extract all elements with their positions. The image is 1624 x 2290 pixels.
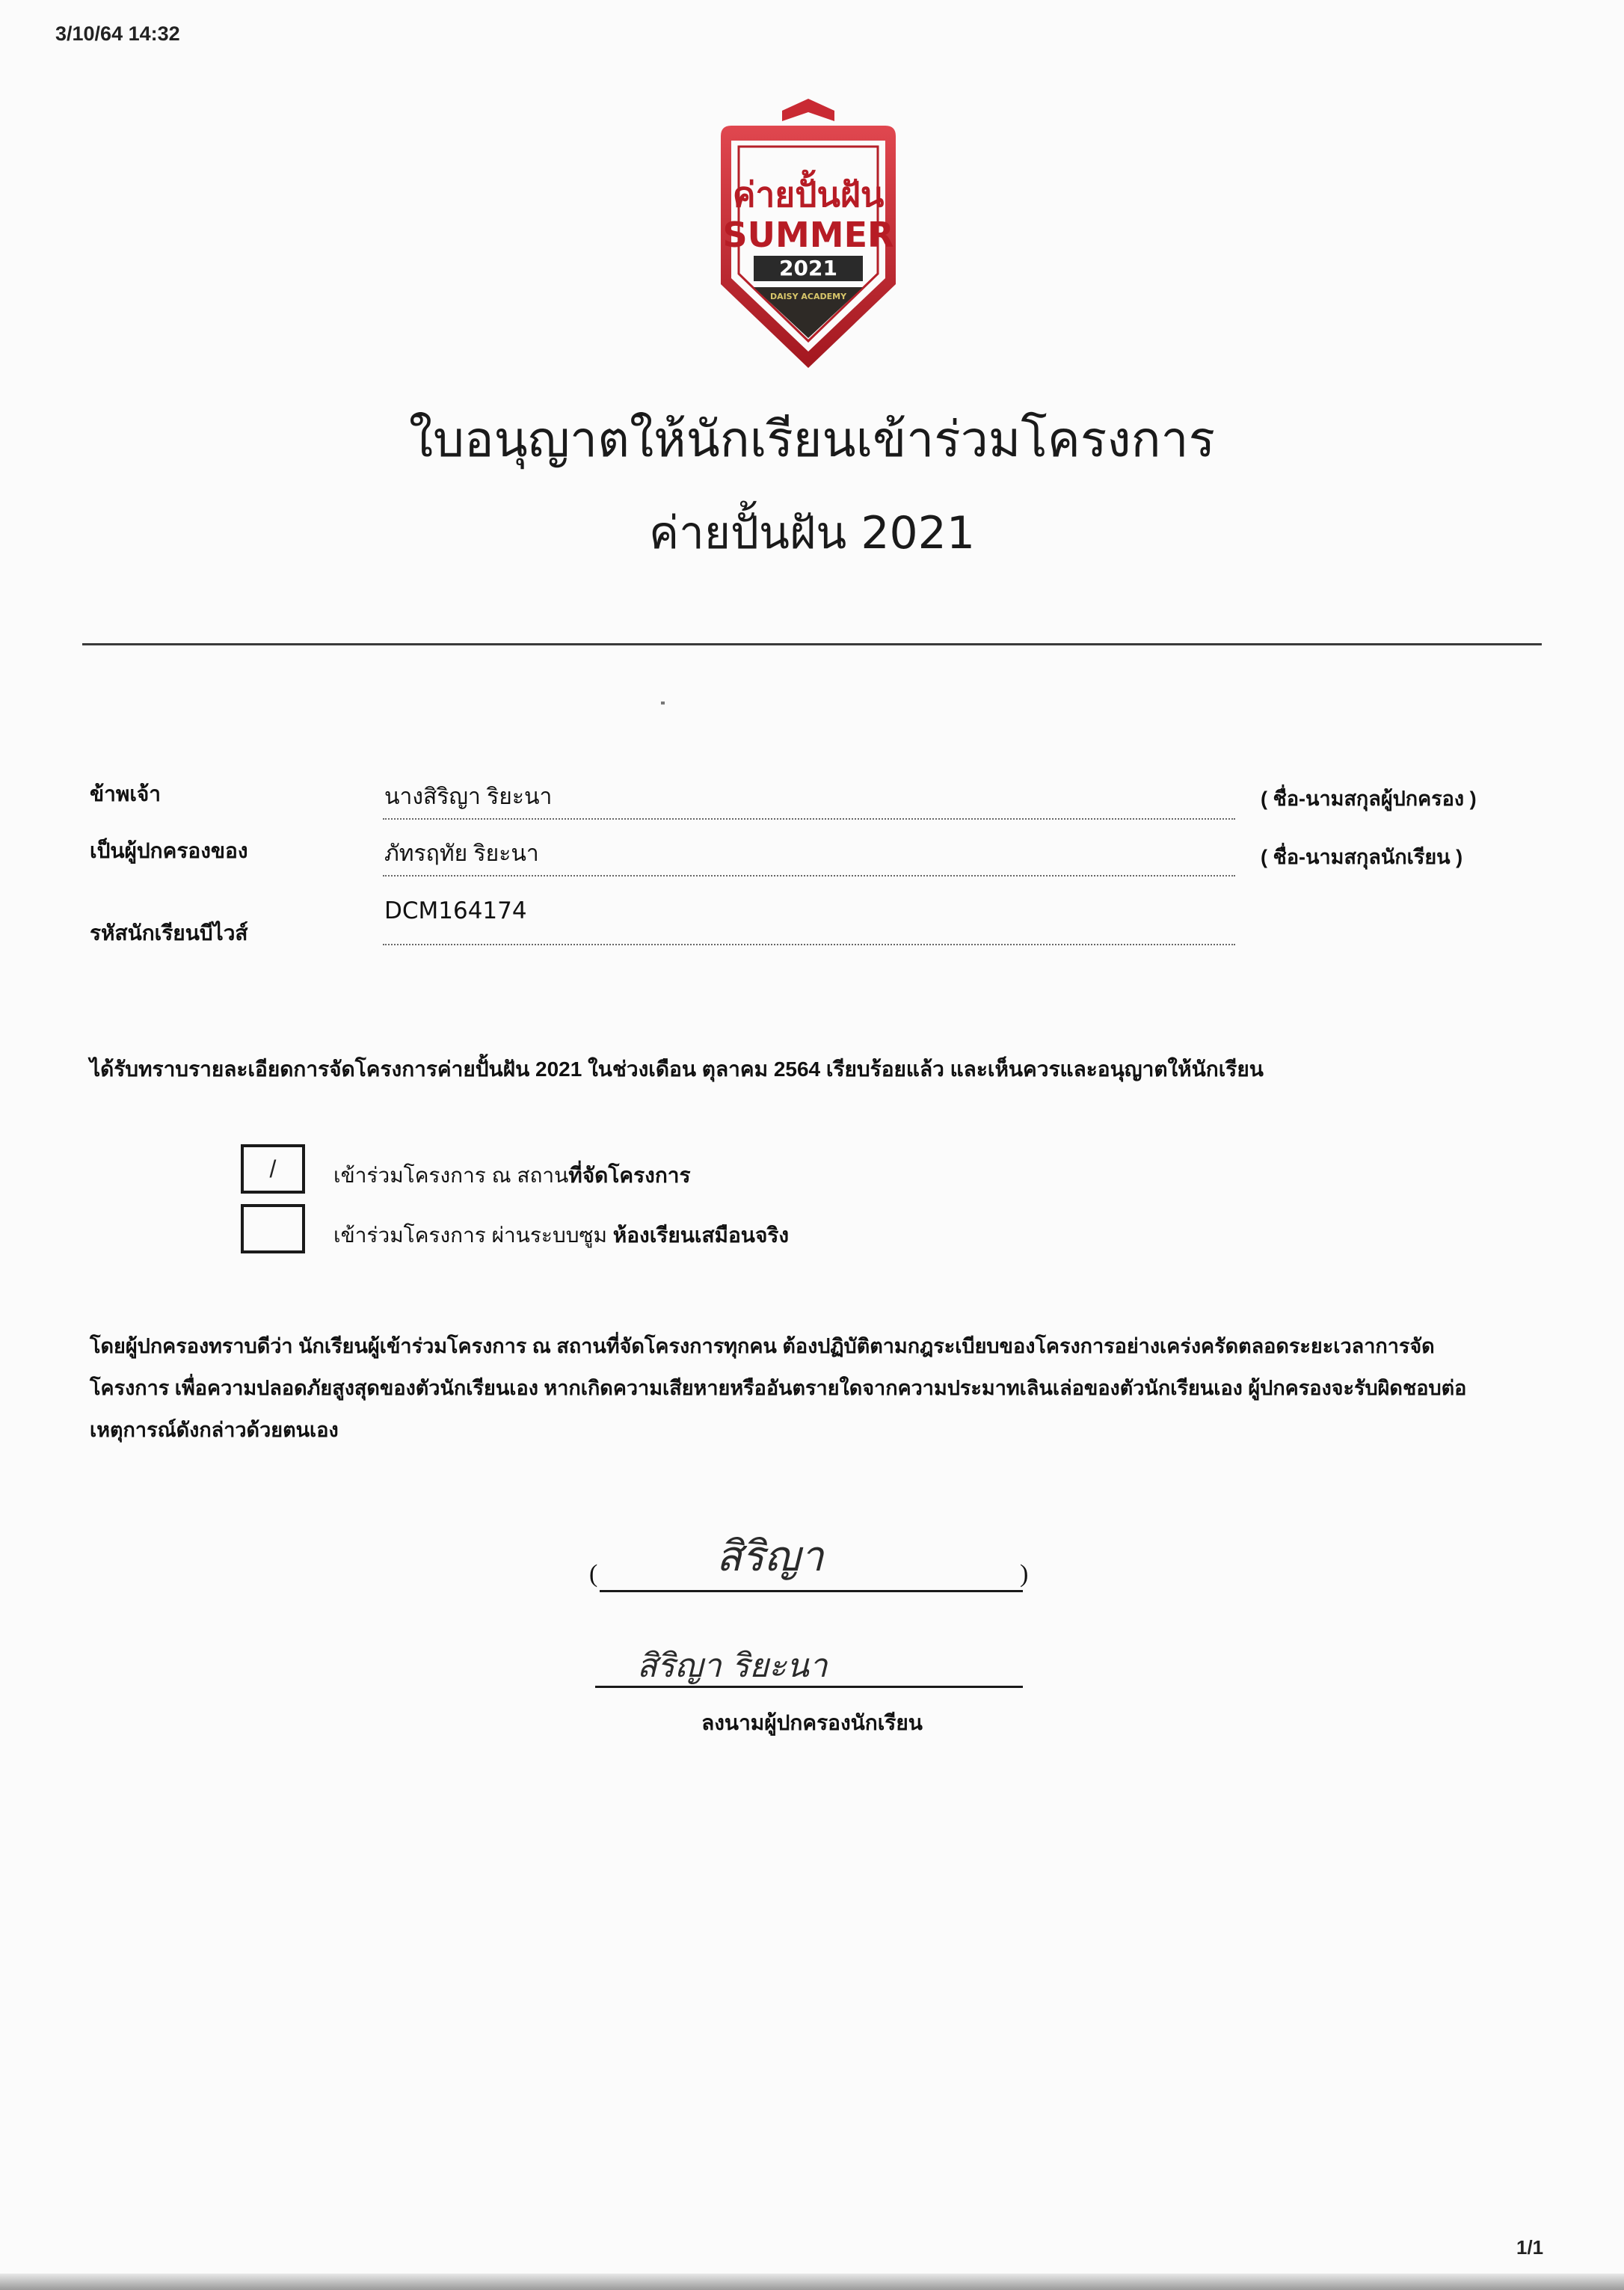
student-id-value: DCM164174 xyxy=(384,897,527,924)
online-checkbox[interactable] xyxy=(241,1204,305,1253)
printed-name-line xyxy=(595,1686,1023,1688)
scan-bottom-edge xyxy=(0,2274,1624,2290)
document-subtitle: ค่ายปั้นฝัน 2021 xyxy=(648,507,976,559)
print-timestamp: 3/10/64 14:32 xyxy=(55,22,180,45)
svg-text:2021: 2021 xyxy=(779,256,837,280)
onsite-checkbox[interactable]: / xyxy=(241,1144,305,1194)
guardian-name-label: ข้าพเจ้า xyxy=(90,782,162,805)
handwritten-signature: สิริญา xyxy=(716,1532,824,1581)
signature-close-paren: ) xyxy=(1020,1560,1029,1588)
document-title: ใบอนุญาตให้นักเรียนเข้าร่วมโครงการ xyxy=(408,411,1216,468)
handwritten-printed-name: สิริญา ริยะนา xyxy=(637,1647,828,1685)
svg-text:DAISY ACADEMY: DAISY ACADEMY xyxy=(769,292,847,301)
signature-open-paren: ( xyxy=(589,1560,598,1588)
consent-statement: ได้รับทราบรายละเอียดการจัดโครงการค่ายปั้นฝัน 2021 ในช่วงเดือน ตุลาคม 2564 เรียบร้อยแล้ว และเห็นควรและอนุญาตให้นักเรียน xyxy=(90,1057,1264,1081)
terms-paragraph: โดยผู้ปกครองทราบดีว่า นักเรียนผู้เข้าร่วมโครงการ ณ สถานที่จัดโครงการทุกคน ต้องปฏิบัติตามกฎระเบียบของโครงการอย่างเคร่งครัดตลอดระยะเวลาการจัดโครงการ เพื่อความปลอดภัยสูงสุดของตัวนักเรียนเอง หากเกิดความเสียหายหรืออันตรายใดจากความประมาทเลินเล่อของตัวนักเรียนเอง ผู้ปกครองจะรับผิดชอบต่อเหตุการณ์ดังกล่าวด้วยตนเอง xyxy=(90,1335,1467,1441)
guardian-name-line xyxy=(383,818,1235,820)
student-id-label: รหัสนักเรียนบีไวส์ xyxy=(90,921,248,945)
student-name-label: เป็นผู้ปกครองของ xyxy=(90,839,248,862)
title-divider xyxy=(82,643,1542,645)
scan-speck xyxy=(661,702,665,705)
guardian-name-value: นางสิริญา ริยะนา xyxy=(384,785,553,809)
guardian-name-note: ( ชื่อ-นามสกุลผู้ปกครอง ) xyxy=(1261,788,1477,810)
page-number: 1/1 xyxy=(1516,2236,1544,2259)
online-option-label: เข้าร่วมโครงการ ผ่านระบบซูม ห้องเรียนเสมือนจริง xyxy=(333,1224,790,1247)
onsite-option-label: เข้าร่วมโครงการ ณ สถานที่จัดโครงการ xyxy=(333,1164,691,1187)
svg-text:ค่ายปั้นฝัน: ค่ายปั้นฝัน xyxy=(732,174,885,215)
camp-logo xyxy=(698,97,918,374)
student-name-line xyxy=(383,875,1235,877)
student-name-note: ( ชื่อ-นามสกุลนักเรียน ) xyxy=(1261,846,1463,868)
student-id-line xyxy=(383,944,1235,945)
svg-text:SUMMER: SUMMER xyxy=(722,215,894,255)
signature-caption: ลงนามผู้ปกครองนักเรียน xyxy=(701,1711,923,1734)
student-name-value: ภัทรฤทัย ริยะนา xyxy=(384,841,539,866)
signature-line xyxy=(600,1590,1023,1592)
